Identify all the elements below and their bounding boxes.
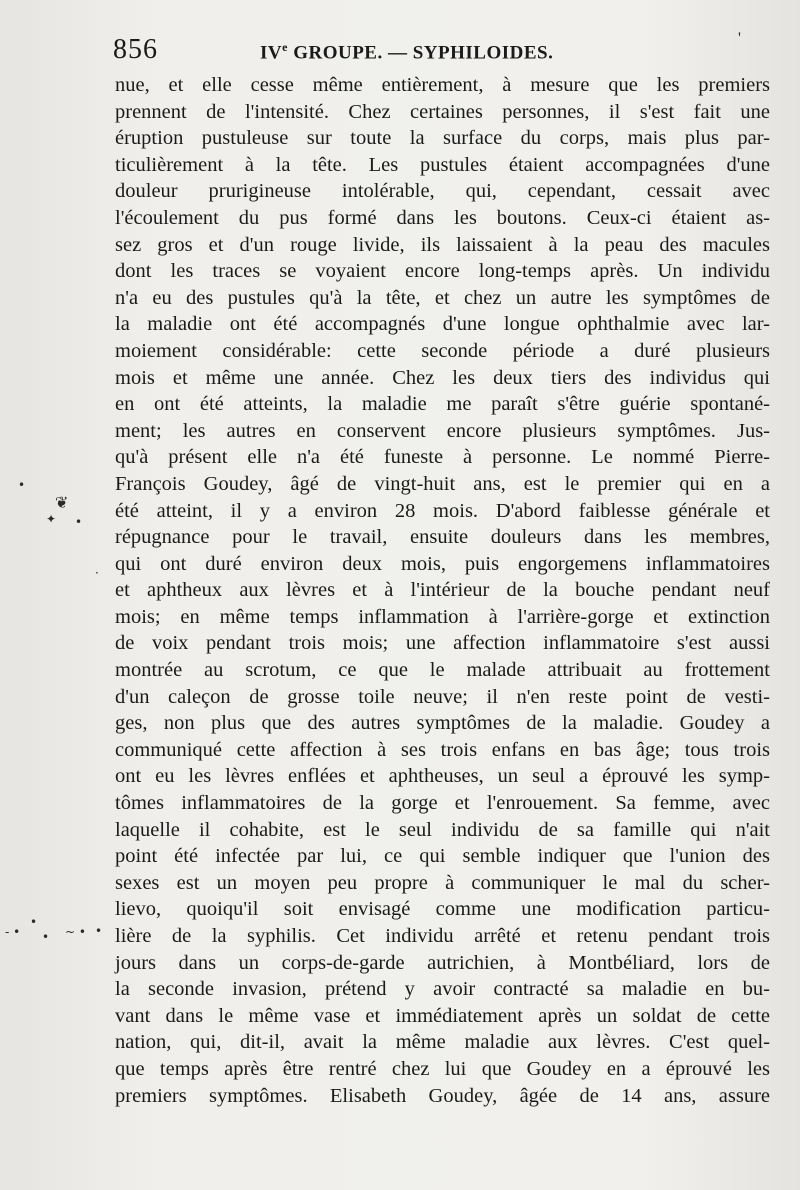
group-numeral: IV — [260, 42, 283, 64]
text-line: ont eu les lèvres enflées et aphtheuses, un seul a éprouvé les symp- — [115, 765, 770, 788]
text-line: ment; les autres en conservent encore plusieurs symptômes. Jus- — [115, 419, 770, 442]
ink-speck-icon: - • — [5, 925, 21, 939]
text-line: sexes est un moyen peu propre à communiquer le mal du scher- — [115, 871, 770, 894]
text-line: dont les traces se voyaient encore long-temps après. Un individu — [115, 260, 770, 283]
text-line: tômes inflammatoires de la gorge et l'enrouement. Sa femme, avec — [115, 792, 770, 815]
ink-speck-icon: • — [95, 924, 103, 938]
text-line: et aphtheux aux lèvres et à l'intérieur de la bouche pendant neuf — [115, 579, 770, 602]
text-line: qu'à présent elle n'a été funeste à personne. Le nommé Pierre- — [115, 446, 770, 469]
text-line: la maladie ont été accompagnés d'une longue ophthalmie avec lar- — [115, 313, 770, 336]
body-text — [115, 72, 770, 1109]
page-number: 856 — [113, 34, 158, 65]
text-line: n'a eu des pustules qu'à la tête, et chez un autre les symptômes de — [115, 286, 770, 309]
text-line: en ont été atteints, la maladie me paraît s'être guérie spontané- — [115, 393, 770, 416]
ink-speck-icon: ✦ — [46, 512, 57, 526]
text-line: l'écoulement du pus formé dans les boutons. Ceux-ci étaient as- — [115, 206, 770, 229]
ink-speck-icon: • — [30, 915, 38, 929]
text-line: montrée au scrotum, ce que le malade attribuait au frottement — [115, 659, 770, 682]
text-line: éruption pustuleuse sur toute la surface du corps, mais plus par- — [115, 127, 770, 150]
text-line: douleur prurigineuse intolérable, qui, cependant, cessait avec — [115, 180, 770, 203]
ink-speck-icon: • — [75, 515, 83, 529]
text-line: que temps après être rentré chez lui que Goudey en a éprouvé les — [115, 1057, 770, 1080]
text-line: lière de la syphilis. Cet individu arrêté et retenu pendant trois — [115, 925, 770, 947]
text-line: laquelle il cohabite, est le seul individu de sa famille qui n'ait — [115, 818, 770, 841]
text-line: de voix pendant trois mois; une affection inflammatoire s'est aussi — [115, 632, 770, 655]
ink-speck-icon: ❦ — [55, 493, 69, 512]
text-line: premiers symptômes. Elisabeth Goudey, âgée de 14 ans, assure — [115, 1084, 770, 1107]
group-numeral-sup: e — [282, 40, 288, 54]
text-line: communiqué cette affection à ses trois enfans en bas âge; tous trois — [115, 738, 770, 761]
text-line: la seconde invasion, prétend y avoir contracté sa maladie en bu- — [115, 978, 770, 1001]
ink-speck-icon: • — [18, 478, 26, 492]
text-line: nation, qui, dit-il, avait la même maladie aux lèvres. C'est quel- — [115, 1031, 770, 1054]
text-line: jours dans un corps-de-garde autrichien, à Montbéliard, lors de — [115, 951, 770, 974]
text-line: été atteint, il y a environ 28 mois. D'abord faiblesse générale et — [115, 499, 770, 522]
text-line: prennent de l'intensité. Chez certaines personnes, il s'est fait une — [115, 100, 770, 123]
text-line: vant dans le même vase et immédiatement après un soldat de cette — [115, 1004, 770, 1027]
ink-speck-icon: ~ • — [65, 925, 86, 939]
margin-ink-marks — [0, 0, 120, 1190]
text-line: d'un caleçon de grosse toile neuve; il n'en reste point de vesti- — [115, 685, 770, 708]
text-line: ges, non plus que des autres symptômes de la maladie. Goudey a — [115, 712, 770, 735]
group-title: GROUPE. — SYPHILOIDES. — [287, 42, 554, 64]
text-line: point été infectée par lui, ce qui semble indiquer que l'union des — [115, 845, 770, 868]
ink-speck-icon: · — [95, 566, 99, 580]
text-line: nue, et elle cesse même entièrement, à mesure que les premiers — [115, 74, 770, 96]
ink-speck-icon: • — [42, 930, 50, 944]
text-line: répugnance pour le travail, ensuite douleurs dans les membres, — [115, 526, 770, 549]
text-line: ticulièrement à la tête. Les pustules étaient accompagnées d'une — [115, 153, 770, 176]
running-head — [260, 40, 553, 64]
text-line: lievo, quoiqu'il soit envisagé comme une modification particu- — [115, 898, 770, 921]
page-header — [113, 30, 773, 70]
text-line: sez gros et d'un rouge livide, ils laissaient à la peau des macules — [115, 233, 770, 256]
text-line: mois; en même temps inflammation à l'arrière-gorge et extinction — [115, 605, 770, 628]
header-mark: ' — [738, 30, 741, 47]
text-line: qui ont duré environ deux mois, puis engorgemens inflammatoires — [115, 552, 770, 575]
text-line: mois et même une année. Chez les deux tiers des individus qui — [115, 366, 770, 389]
text-line: François Goudey, âgé de vingt-huit ans, est le premier qui en a — [115, 472, 770, 495]
text-line: moiement considérable: cette seconde période a duré plusieurs — [115, 339, 770, 362]
